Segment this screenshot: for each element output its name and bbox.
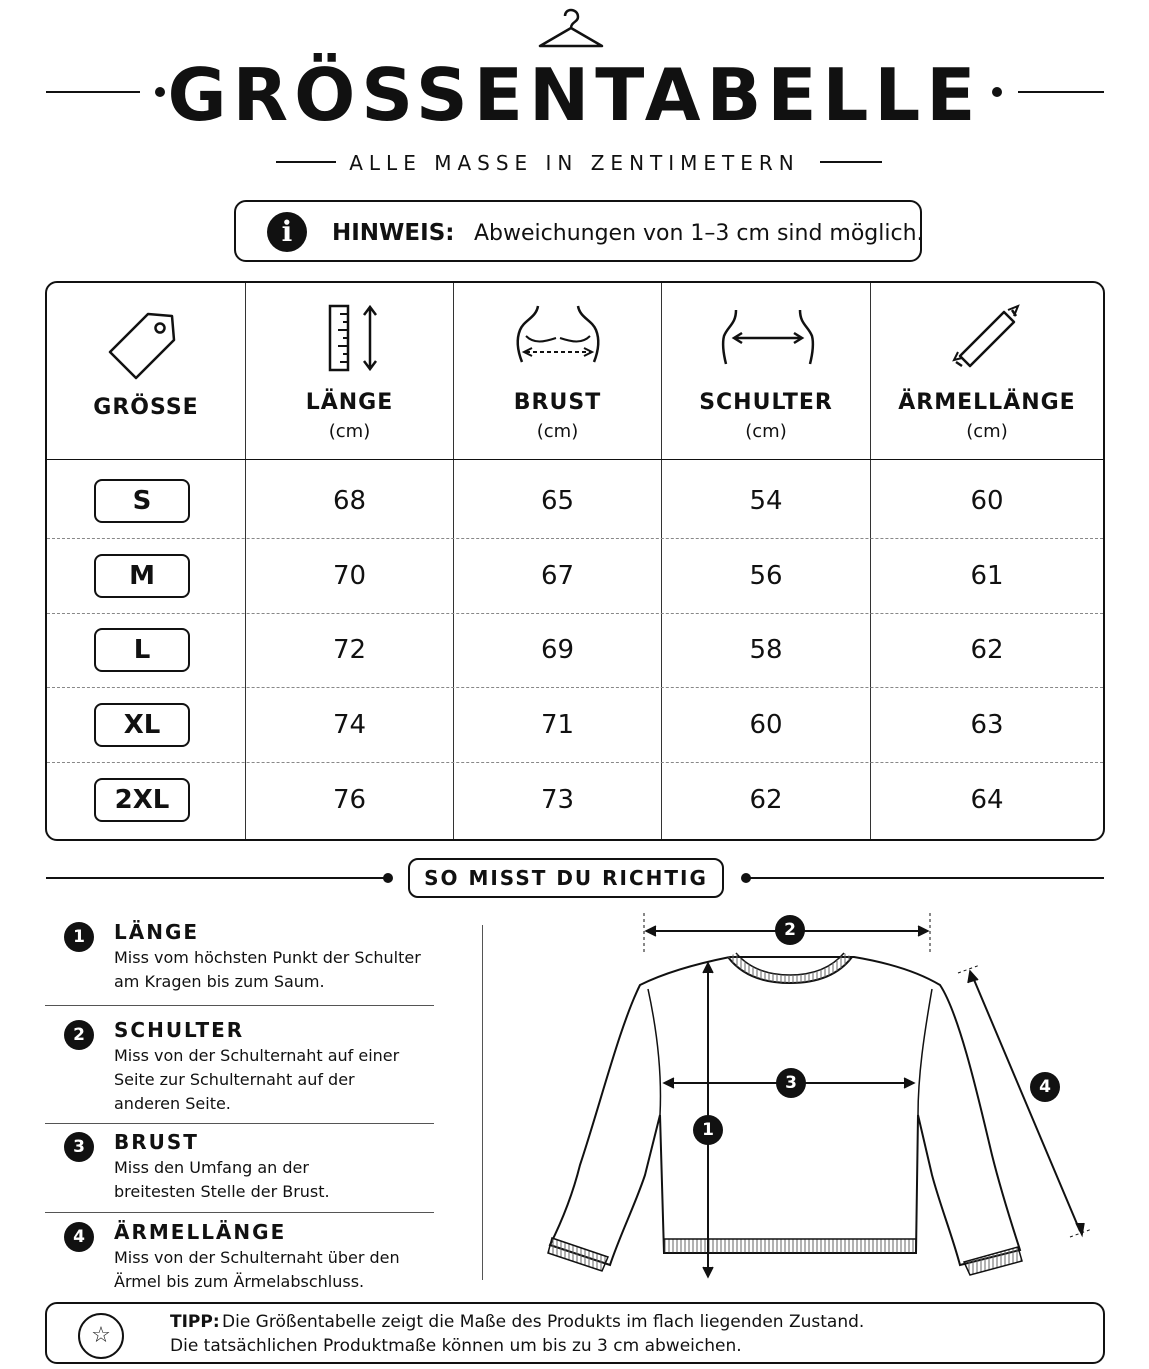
step-title: LÄNGE	[114, 920, 200, 944]
section-title: SO MISST DU RICHTIG	[408, 858, 724, 898]
sleeve-value: 63	[970, 710, 1004, 740]
shoulder-icon	[718, 302, 818, 374]
step-divider	[45, 1123, 434, 1124]
length-column-unit: (cm)	[328, 421, 371, 442]
tag-icon	[104, 308, 180, 380]
sleeve-column-unit: (cm)	[966, 421, 1008, 442]
shoulder-value: 54	[749, 486, 783, 516]
chest-column-header: BRUST	[513, 390, 602, 415]
page-subtitle: ALLE MASSE IN ZENTIMETERN	[349, 151, 800, 175]
step-title: SCHULTER	[114, 1018, 245, 1042]
section-rule-left	[46, 877, 386, 879]
sleeve-value: 62	[970, 635, 1004, 665]
header-divider	[47, 459, 1103, 460]
diagram-marker-1: 1	[693, 1115, 723, 1145]
info-icon: i	[267, 212, 307, 252]
step-divider	[45, 1005, 434, 1006]
size-label: M	[94, 554, 190, 598]
chest-value: 67	[540, 561, 575, 591]
chest-value: 73	[540, 785, 575, 815]
length-value: 68	[332, 486, 367, 516]
tip-label: TIPP:	[170, 1312, 220, 1332]
size-label: 2XL	[94, 778, 190, 822]
sleeve-value: 60	[970, 486, 1004, 516]
step-text: Miss den Umfang an der breitesten Stelle der Brust.	[114, 1158, 330, 1201]
shoulder-value: 60	[749, 710, 783, 740]
row-divider	[47, 613, 1103, 614]
step-number: 3	[64, 1132, 94, 1162]
shoulder-column-unit: (cm)	[745, 421, 787, 442]
step-number: 4	[64, 1222, 94, 1252]
row-divider	[47, 538, 1103, 539]
title-rule-right	[1018, 91, 1104, 93]
shoulder-value: 62	[749, 785, 783, 815]
shoulder-value: 56	[749, 561, 783, 591]
tip-text-line-2: Die tatsächlichen Produktmaße können um bis zu 3 cm abweichen.	[170, 1336, 742, 1356]
section-divider	[482, 925, 483, 1280]
sweatshirt-diagram	[540, 905, 1100, 1285]
length-value: 72	[332, 635, 367, 665]
chest-value: 69	[540, 635, 575, 665]
row-divider	[47, 687, 1103, 688]
sleeve-value: 64	[970, 785, 1004, 815]
sleeve-icon	[950, 304, 1022, 374]
page-title: GRÖSSENTABELLE	[167, 53, 982, 137]
size-label: XL	[94, 703, 190, 747]
sleeve-value: 61	[970, 561, 1004, 591]
diagram-marker-2: 2	[775, 915, 805, 945]
diagram-marker-4: 4	[1030, 1072, 1060, 1102]
sleeve-column-header: ÄRMELLÄNGE	[898, 390, 1076, 415]
section-dot-left	[383, 873, 393, 883]
step-divider	[45, 1212, 434, 1213]
chest-icon	[512, 302, 604, 374]
subtitle-rule-right	[820, 161, 882, 163]
title-dot-right	[992, 87, 1002, 97]
note-text: Abweichungen von 1–3 cm sind möglich.	[474, 221, 924, 246]
chest-value: 65	[540, 486, 575, 516]
size-label: L	[94, 628, 190, 672]
note-label: HINWEIS:	[332, 220, 455, 246]
ruler-icon	[326, 302, 382, 374]
length-value: 70	[332, 561, 367, 591]
step-number: 2	[64, 1020, 94, 1050]
chest-column-unit: (cm)	[536, 421, 579, 442]
length-column-header: LÄNGE	[305, 390, 394, 415]
step-text: Miss vom höchsten Punkt der Schulter am Kragen bis zum Saum.	[114, 948, 421, 991]
step-title: ÄRMELLÄNGE	[114, 1220, 287, 1244]
section-rule-right	[748, 877, 1104, 879]
step-number: 1	[64, 922, 94, 952]
size-label: S	[94, 479, 190, 523]
chest-value: 71	[540, 710, 575, 740]
shoulder-value: 58	[749, 635, 783, 665]
row-divider	[47, 762, 1103, 763]
step-text: Miss von der Schulternaht über den Ärmel bis zum Ärmelabschluss.	[114, 1248, 400, 1291]
tip-text-line-1: Die Größentabelle zeigt die Maße des Produkts im flach liegenden Zustand.	[222, 1312, 865, 1332]
length-value: 74	[332, 710, 367, 740]
hanger-icon	[536, 8, 606, 52]
size-column-header: GRÖSSE	[93, 395, 199, 420]
diagram-marker-3: 3	[776, 1068, 806, 1098]
step-text: Miss von der Schulternaht auf einer Seite zur Schulternaht auf der anderen Seite.	[114, 1046, 400, 1113]
length-value: 76	[332, 785, 367, 815]
step-title: BRUST	[114, 1130, 199, 1154]
shoulder-column-header: SCHULTER	[699, 390, 833, 415]
star-icon: ☆	[78, 1313, 124, 1359]
